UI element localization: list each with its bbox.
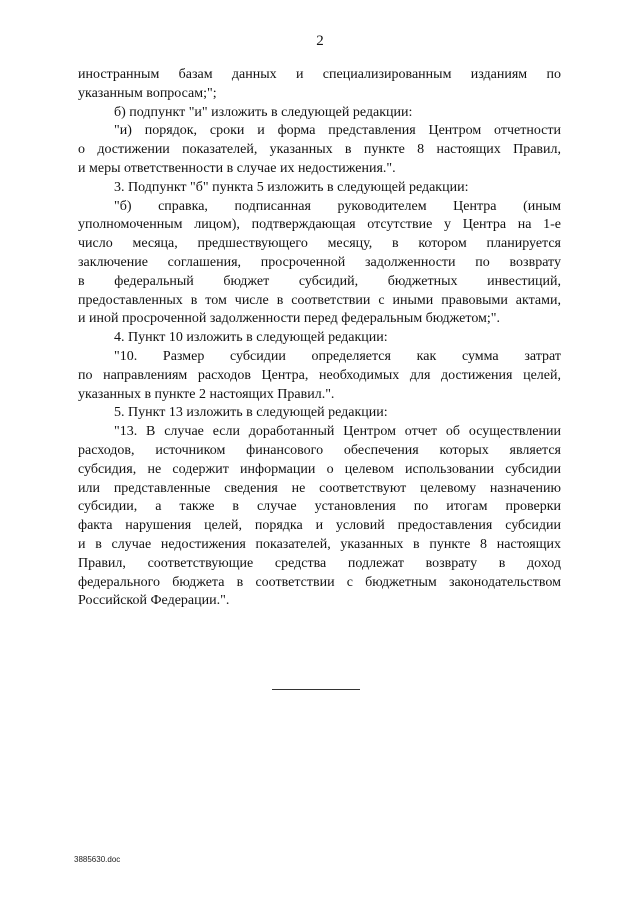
text-line: указанных в пункте 2 настоящих Правил.". (78, 386, 335, 402)
text-line: и иной просроченной задолженности перед федеральным бюджетом;". (78, 311, 501, 327)
text-line: заключение соглашения, просроченной задолженности по возврату (78, 254, 561, 270)
text-line: факта нарушения целей, порядка и условий предоставления субсидии (78, 518, 561, 534)
end-separator-line (272, 689, 360, 690)
text-line: "б) справка, подписанная руководителем Центра (иным (114, 198, 561, 214)
text-line: 5. Пункт 13 изложить в следующей редакции: (114, 405, 388, 421)
text-line: иностранным базам данных и специализированным изданиям по (78, 67, 561, 82)
text-line: расходов, источником финансового обеспечения которых является (78, 442, 561, 458)
text-line: предоставленных в том числе в соответствии с иными правовыми актами, (78, 292, 561, 308)
text-line: указанным вопросам;"; (78, 85, 217, 101)
text-line: в федеральный бюджет субсидий, бюджетных инвестиций, (78, 273, 561, 289)
text-line: уполномоченным лицом), подтверждающая отсутствие у Центра на 1-е (78, 217, 561, 233)
text-line: Российской Федерации.". (78, 593, 230, 609)
text-line: и в случае недостижения показателей, указанных в пункте 8 настоящих (78, 536, 561, 552)
text-line: 4. Пункт 10 изложить в следующей редакции: (114, 330, 388, 346)
text-line: 3. Подпункт "б" пункта 5 изложить в следующей редакции: (114, 179, 469, 195)
text-line: или представленные сведения не соответствуют целевому назначению (78, 480, 561, 496)
file-code-footer: 3885630.doc (74, 855, 121, 864)
text-line: Правил, соответствующие средства подлежат возврату в доход (78, 555, 561, 571)
text-line: о достижении показателей, указанных в пункте 8 настоящих Правил, (78, 142, 561, 158)
text-line: "10. Размер субсидии определяется как сумма затрат (114, 348, 561, 364)
page-number: 2 (316, 33, 324, 49)
text-line: "и) порядок, сроки и форма представления Центром отчетности (114, 123, 561, 139)
text-line: федерального бюджета в соответствии с бюджетным законодательством (78, 574, 561, 590)
text-line: "13. В случае если доработанный Центром отчет об осуществлении (114, 424, 561, 440)
text-line: субсидия, не содержит информации о целевом использовании субсидии (78, 461, 561, 477)
text-line: по направлениям расходов Центра, необходимых для достижения целей, (78, 367, 561, 383)
text-line: субсидии, а также в случае установления по итогам проверки (78, 499, 561, 515)
document-body (78, 66, 561, 611)
text-line: и меры ответственности в случае их недостижения.". (78, 160, 396, 176)
text-line: число месяца, предшествующего месяцу, в котором планируется (78, 236, 561, 252)
text-line: б) подпункт "и" изложить в следующей редакции: (114, 104, 413, 120)
